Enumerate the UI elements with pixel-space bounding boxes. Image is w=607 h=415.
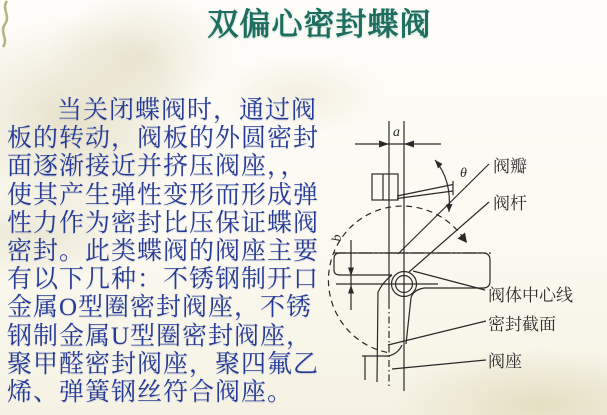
- body-text-line: 使其产生弹性变形而形成弹: [7, 181, 320, 209]
- leaf-squiggle-decoration: [3, 1, 7, 47]
- dim-a-label: a: [393, 125, 400, 140]
- theta-angle: [397, 160, 453, 212]
- valve-diagram-linework: [328, 121, 491, 391]
- dimension-a: [355, 141, 441, 148]
- body-text-line: 面逐渐接近并挤压阀座，，: [7, 153, 307, 181]
- body-text-line: 当关闭蝶阀时，通过阀: [57, 97, 318, 124]
- page-title: 双偏心密封蝶阀: [207, 7, 432, 42]
- dim-b-label: b: [330, 234, 345, 242]
- label-body-centerline: 阀体中心线: [488, 286, 573, 305]
- label-seat: 阀座: [488, 352, 522, 371]
- label-stem: 阀杆: [493, 194, 527, 213]
- body-text-line: 金属O型圈密封阀座，不锈: [7, 294, 313, 322]
- label-seal-section: 密封截面: [488, 315, 556, 334]
- body-text-line: 板的转动，阀板的外圆密封: [7, 125, 320, 153]
- body-text-line: 有以下几种：不锈钢制开口: [7, 266, 320, 294]
- seat-detail: [362, 345, 402, 380]
- body-text-line: 钢制金属U型圈密封阀座，: [7, 322, 313, 350]
- body-text-line: 聚甲醛密封阀座，聚四氟乙: [7, 350, 320, 378]
- body-text-line: 密封。此类蝶阀的阀座主要: [7, 238, 320, 266]
- label-disc: 阀瓣: [493, 157, 527, 176]
- stem-nut-block: [372, 174, 398, 200]
- body-text-line: 性力作为密封比压保证蝶阀: [7, 209, 320, 237]
- angle-theta-label: θ: [460, 166, 467, 181]
- body-text-line: 烯、弹簧钢丝符合阀座。: [7, 379, 294, 407]
- disc-plate-outline: [334, 253, 490, 382]
